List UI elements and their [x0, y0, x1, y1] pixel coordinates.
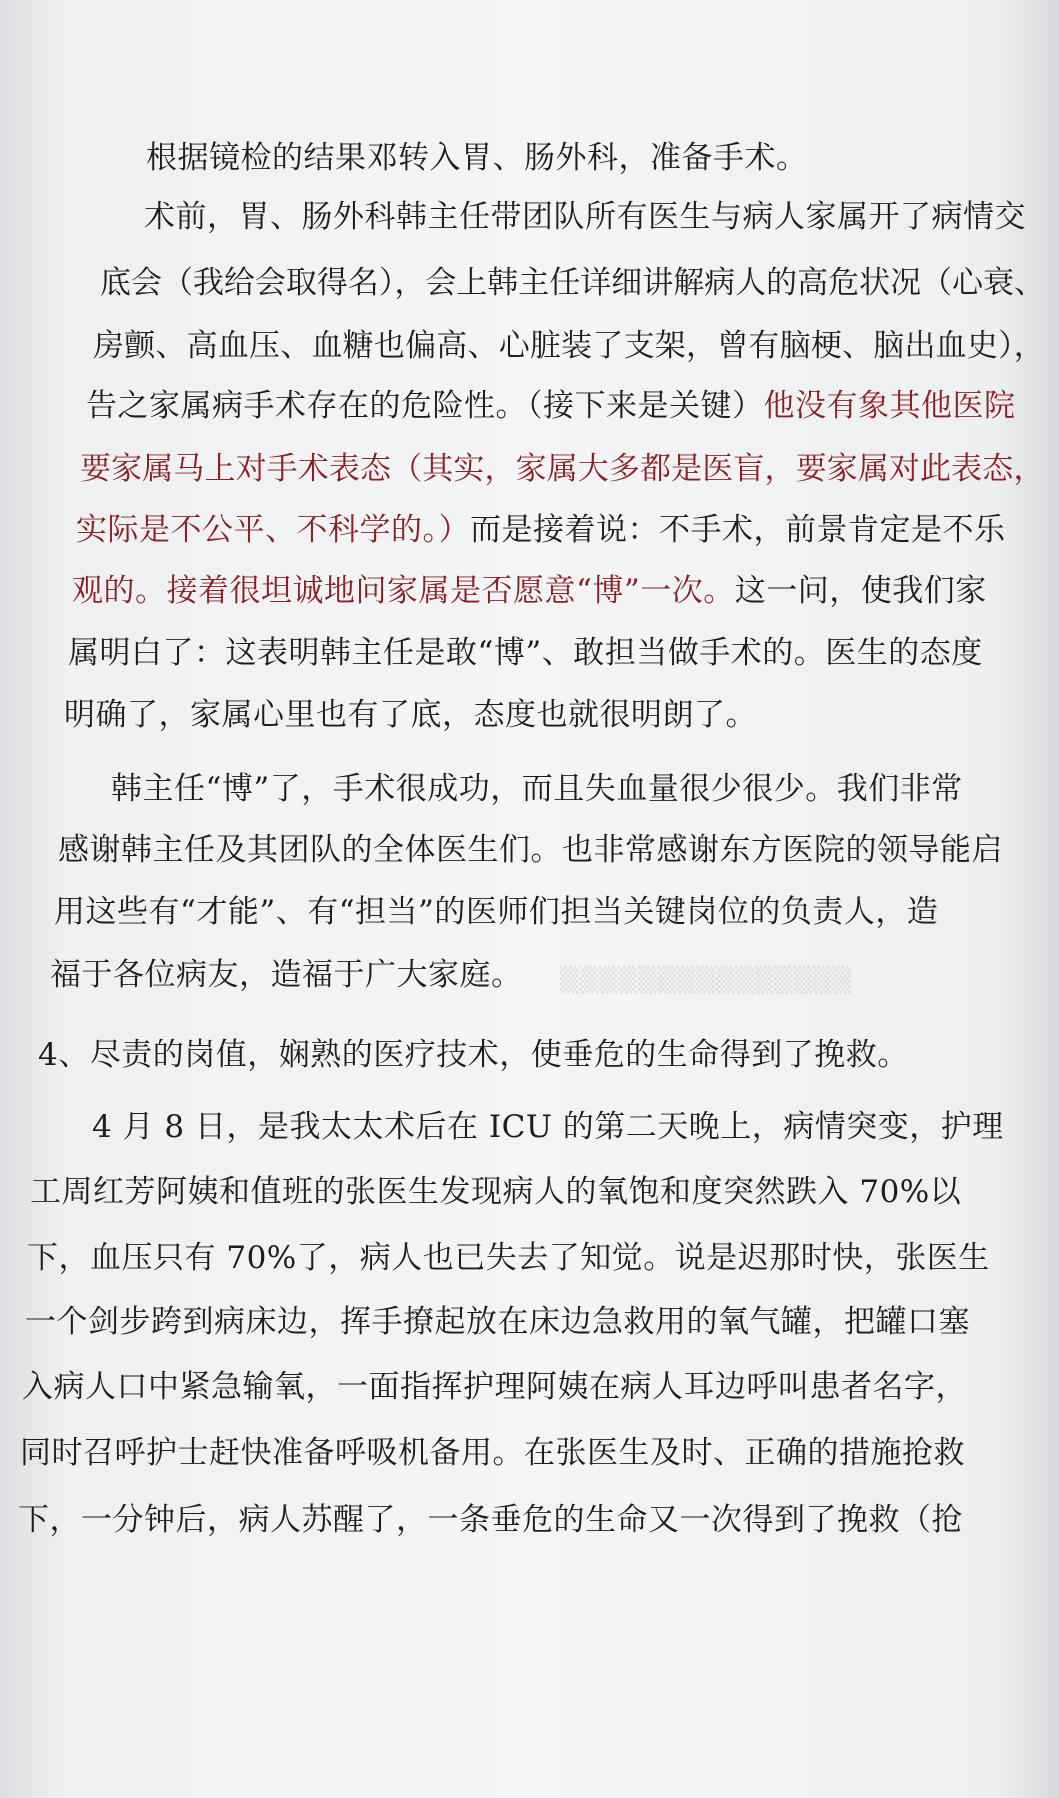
paragraph-2-line-1: 术前，胃、肠外科韩主任带团队所有医生与病人家属开了病情交 — [144, 199, 1026, 235]
paragraph-2-line-3: 房颤、高血压、血糖也偏高、心脏装了支架，曾有脑梗、脑出血史）， — [93, 328, 1045, 364]
highlighted-text: 实际是不公平、不科学的。） — [76, 512, 470, 548]
paragraph-4-line-1: 4 月 8 日，是我太太术后在 ICU 的第二天晚上，病情突变，护理 — [92, 1109, 1004, 1145]
paragraph-2-line-6-text: 而是接着说：不手术，前景肯定是不乐 — [470, 512, 1006, 548]
paragraph-4-line-6: 同时召呼护士赶快准备呼吸机备用。在张医生及时、正确的措施抢救 — [20, 1435, 965, 1471]
paragraph-4-line-3: 下，血压只有 70%了，病人也已失去了知觉。说是迟那时快，张医生 — [27, 1240, 990, 1276]
paragraph-2-line-7 — [72, 571, 987, 611]
paragraph-1-line-1: 根据镜检的结果邓转入胃、肠外科，准备手术。 — [146, 140, 808, 176]
paragraph-3-line-3: 用这些有“才能”、有“担当”的医师们担当关键岗位的负责人，造 — [54, 894, 939, 930]
paragraph-3-line-2: 感谢韩主任及其团队的全体医生们。也非常感谢东方医院的领导能启 — [58, 832, 1003, 868]
highlighted-line-5: 要家属马上对手术表态（其实，家属大多都是医盲，要家属对此表态， — [80, 451, 1045, 487]
paragraph-2-line-8: 属明白了：这表明韩主任是敢“博”、敢担当做手术的。医生的态度 — [68, 635, 983, 671]
highlighted-text: 他没有象其他医院 — [763, 388, 1016, 424]
paragraph-3-line-1: 韩主任“博”了，手术很成功，而且失血量很少很少。我们非常 — [111, 771, 963, 807]
paragraph-4-line-4: 一个剑步跨到病床边，挥手撩起放在床边急救用的氧气罐，把罐口塞 — [25, 1304, 970, 1340]
paragraph-2-line-2: 底会（我给会取得名），会上韩主任详细讲解病人的高危状况（心衰、 — [100, 265, 1045, 301]
paragraph-2-line-9: 明确了，家属心里也有了底，态度也就很明朗了。 — [64, 697, 757, 733]
paragraph-2-line-7-text: 这一问，使我们家 — [734, 573, 987, 609]
paragraph-3-line-4: 福于各位病友，造福于广大家庭。 — [50, 957, 523, 993]
show-through-text: ▒▒▒▒▒▒▒▒▒▒▒▒▒▒▒ — [560, 966, 852, 994]
paragraph-2-line-4-text: 告之家属病手术存在的危险性。（接下来是关键） — [86, 388, 764, 424]
highlighted-text: 观的。接着很坦诚地问家属是否愿意“博”一次。 — [72, 573, 735, 609]
paragraph-4-line-7: 下，一分钟后，病人苏醒了，一条垂危的生命又一次得到了挽救（抢 — [18, 1502, 963, 1538]
section-4-heading: 4、尽责的岗值，娴熟的医疗技术，使垂危的生命得到了挽救。 — [38, 1037, 909, 1073]
paragraph-4-line-5: 入病人口中紧急输氧，一面指挥护理阿姨在病人耳边呼叫患者名字， — [22, 1369, 967, 1405]
paragraph-2-line-6 — [76, 510, 1006, 550]
paragraph-2-line-4 — [86, 386, 1016, 426]
paragraph-4-line-2: 工周红芳阿姨和值班的张医生发现病人的氧饱和度突然跌入 70%以 — [30, 1174, 962, 1210]
